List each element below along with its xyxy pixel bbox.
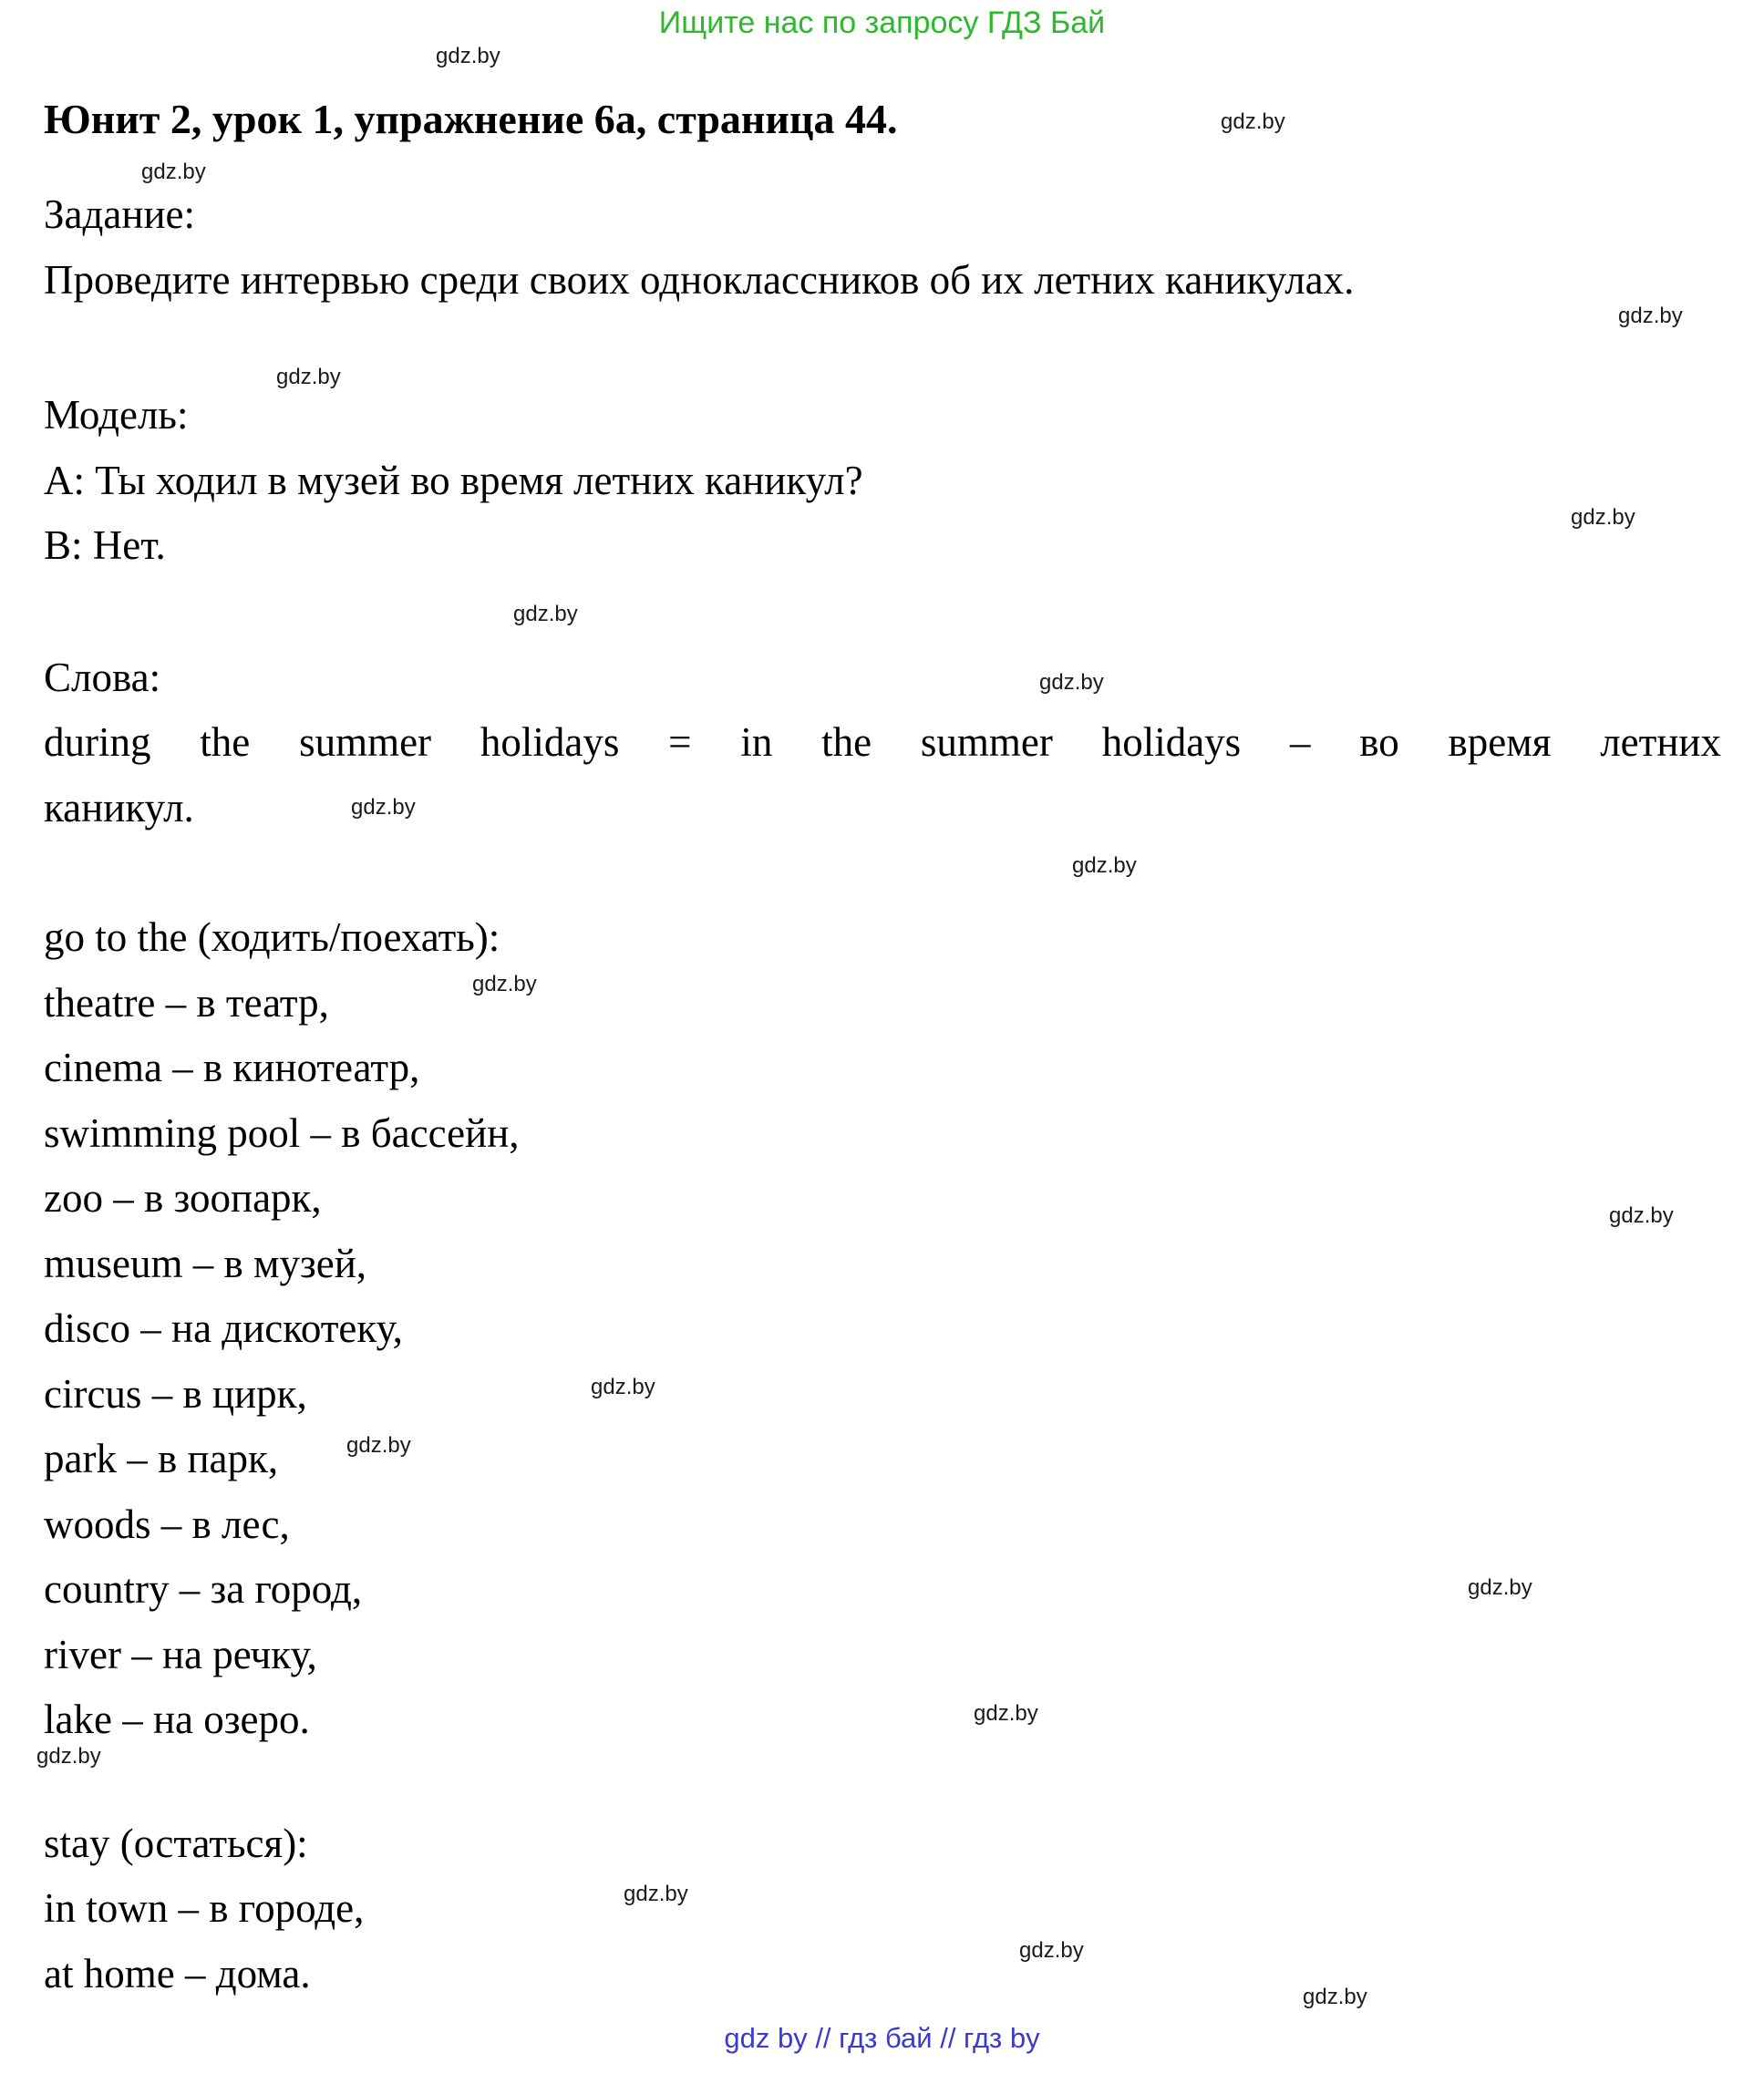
watermark: gdz.by	[1221, 109, 1285, 134]
watermark: gdz.by	[1019, 1938, 1084, 1963]
watermark: gdz.by	[436, 44, 500, 68]
watermark: gdz.by	[276, 365, 341, 389]
dialogue-line-b: B: Нет.	[44, 522, 166, 568]
go-list-item: theatre – в театр,	[44, 979, 329, 1026]
page-title: Юнит 2, урок 1, упражнение 6а, страница 44.	[44, 96, 898, 142]
go-list-heading: go to the (ходить/поехать):	[44, 914, 500, 960]
watermark: gdz.by	[346, 1433, 411, 1458]
go-list-item: park – в парк,	[44, 1436, 279, 1481]
watermark: gdz.by	[1039, 670, 1104, 695]
watermark: gdz.by	[591, 1375, 655, 1399]
watermark: gdz.by	[1468, 1575, 1532, 1600]
footer-watermark: gdz by // гдз бай // гдз by	[724, 2022, 1040, 2054]
watermark: gdz.by	[36, 1744, 101, 1769]
watermark: gdz.by	[513, 602, 578, 626]
top-banner: Ищите нас по запросу ГДЗ Бай	[658, 5, 1106, 40]
go-list-item: country – за город,	[44, 1566, 363, 1612]
task-text: Проведите интервью среди своих одноклассников об их летних каникулах.	[44, 256, 1355, 303]
go-list-item: zoo – в зоопарк,	[44, 1175, 322, 1221]
go-list-item: cinema – в кинотеатр,	[44, 1045, 420, 1090]
go-list-item: river – на речку,	[44, 1631, 317, 1677]
words-label: Слова:	[44, 654, 161, 700]
watermark: gdz.by	[472, 972, 537, 996]
stay-list-item: at home – дома.	[44, 1950, 311, 1996]
definition-line-1: during the summer holidays = in the summer holidays – во время летних	[44, 719, 1721, 765]
stay-list-item: in town – в городе,	[44, 1885, 365, 1931]
go-list-item: circus – в цирк,	[44, 1370, 307, 1417]
dialogue-line-a: A: Ты ходил в музей во время летних каникул?	[44, 457, 863, 503]
definition-line-2: каникул.	[44, 784, 194, 831]
go-list-item: woods – в лес,	[44, 1501, 290, 1547]
watermark: gdz.by	[1303, 1985, 1367, 2009]
watermark: gdz.by	[141, 160, 206, 184]
go-list-item: museum – в музей,	[44, 1240, 367, 1286]
watermark: gdz.by	[974, 1701, 1038, 1726]
watermark: gdz.by	[624, 1882, 688, 1906]
go-list-item: swimming pool – в бассейн,	[44, 1109, 520, 1156]
document-body	[44, 87, 1721, 2007]
watermark: gdz.by	[1072, 853, 1137, 878]
model-label: Модель:	[44, 392, 189, 438]
go-list-item: disco – на дискотеку,	[44, 1305, 403, 1351]
watermark: gdz.by	[1618, 304, 1683, 328]
go-list-item: lake – на озеро.	[44, 1697, 310, 1742]
stay-list-heading: stay (остаться):	[44, 1820, 308, 1866]
watermark: gdz.by	[1609, 1203, 1674, 1228]
watermark: gdz.by	[351, 795, 416, 820]
task-label: Задание:	[44, 191, 196, 237]
watermark: gdz.by	[1571, 505, 1635, 530]
